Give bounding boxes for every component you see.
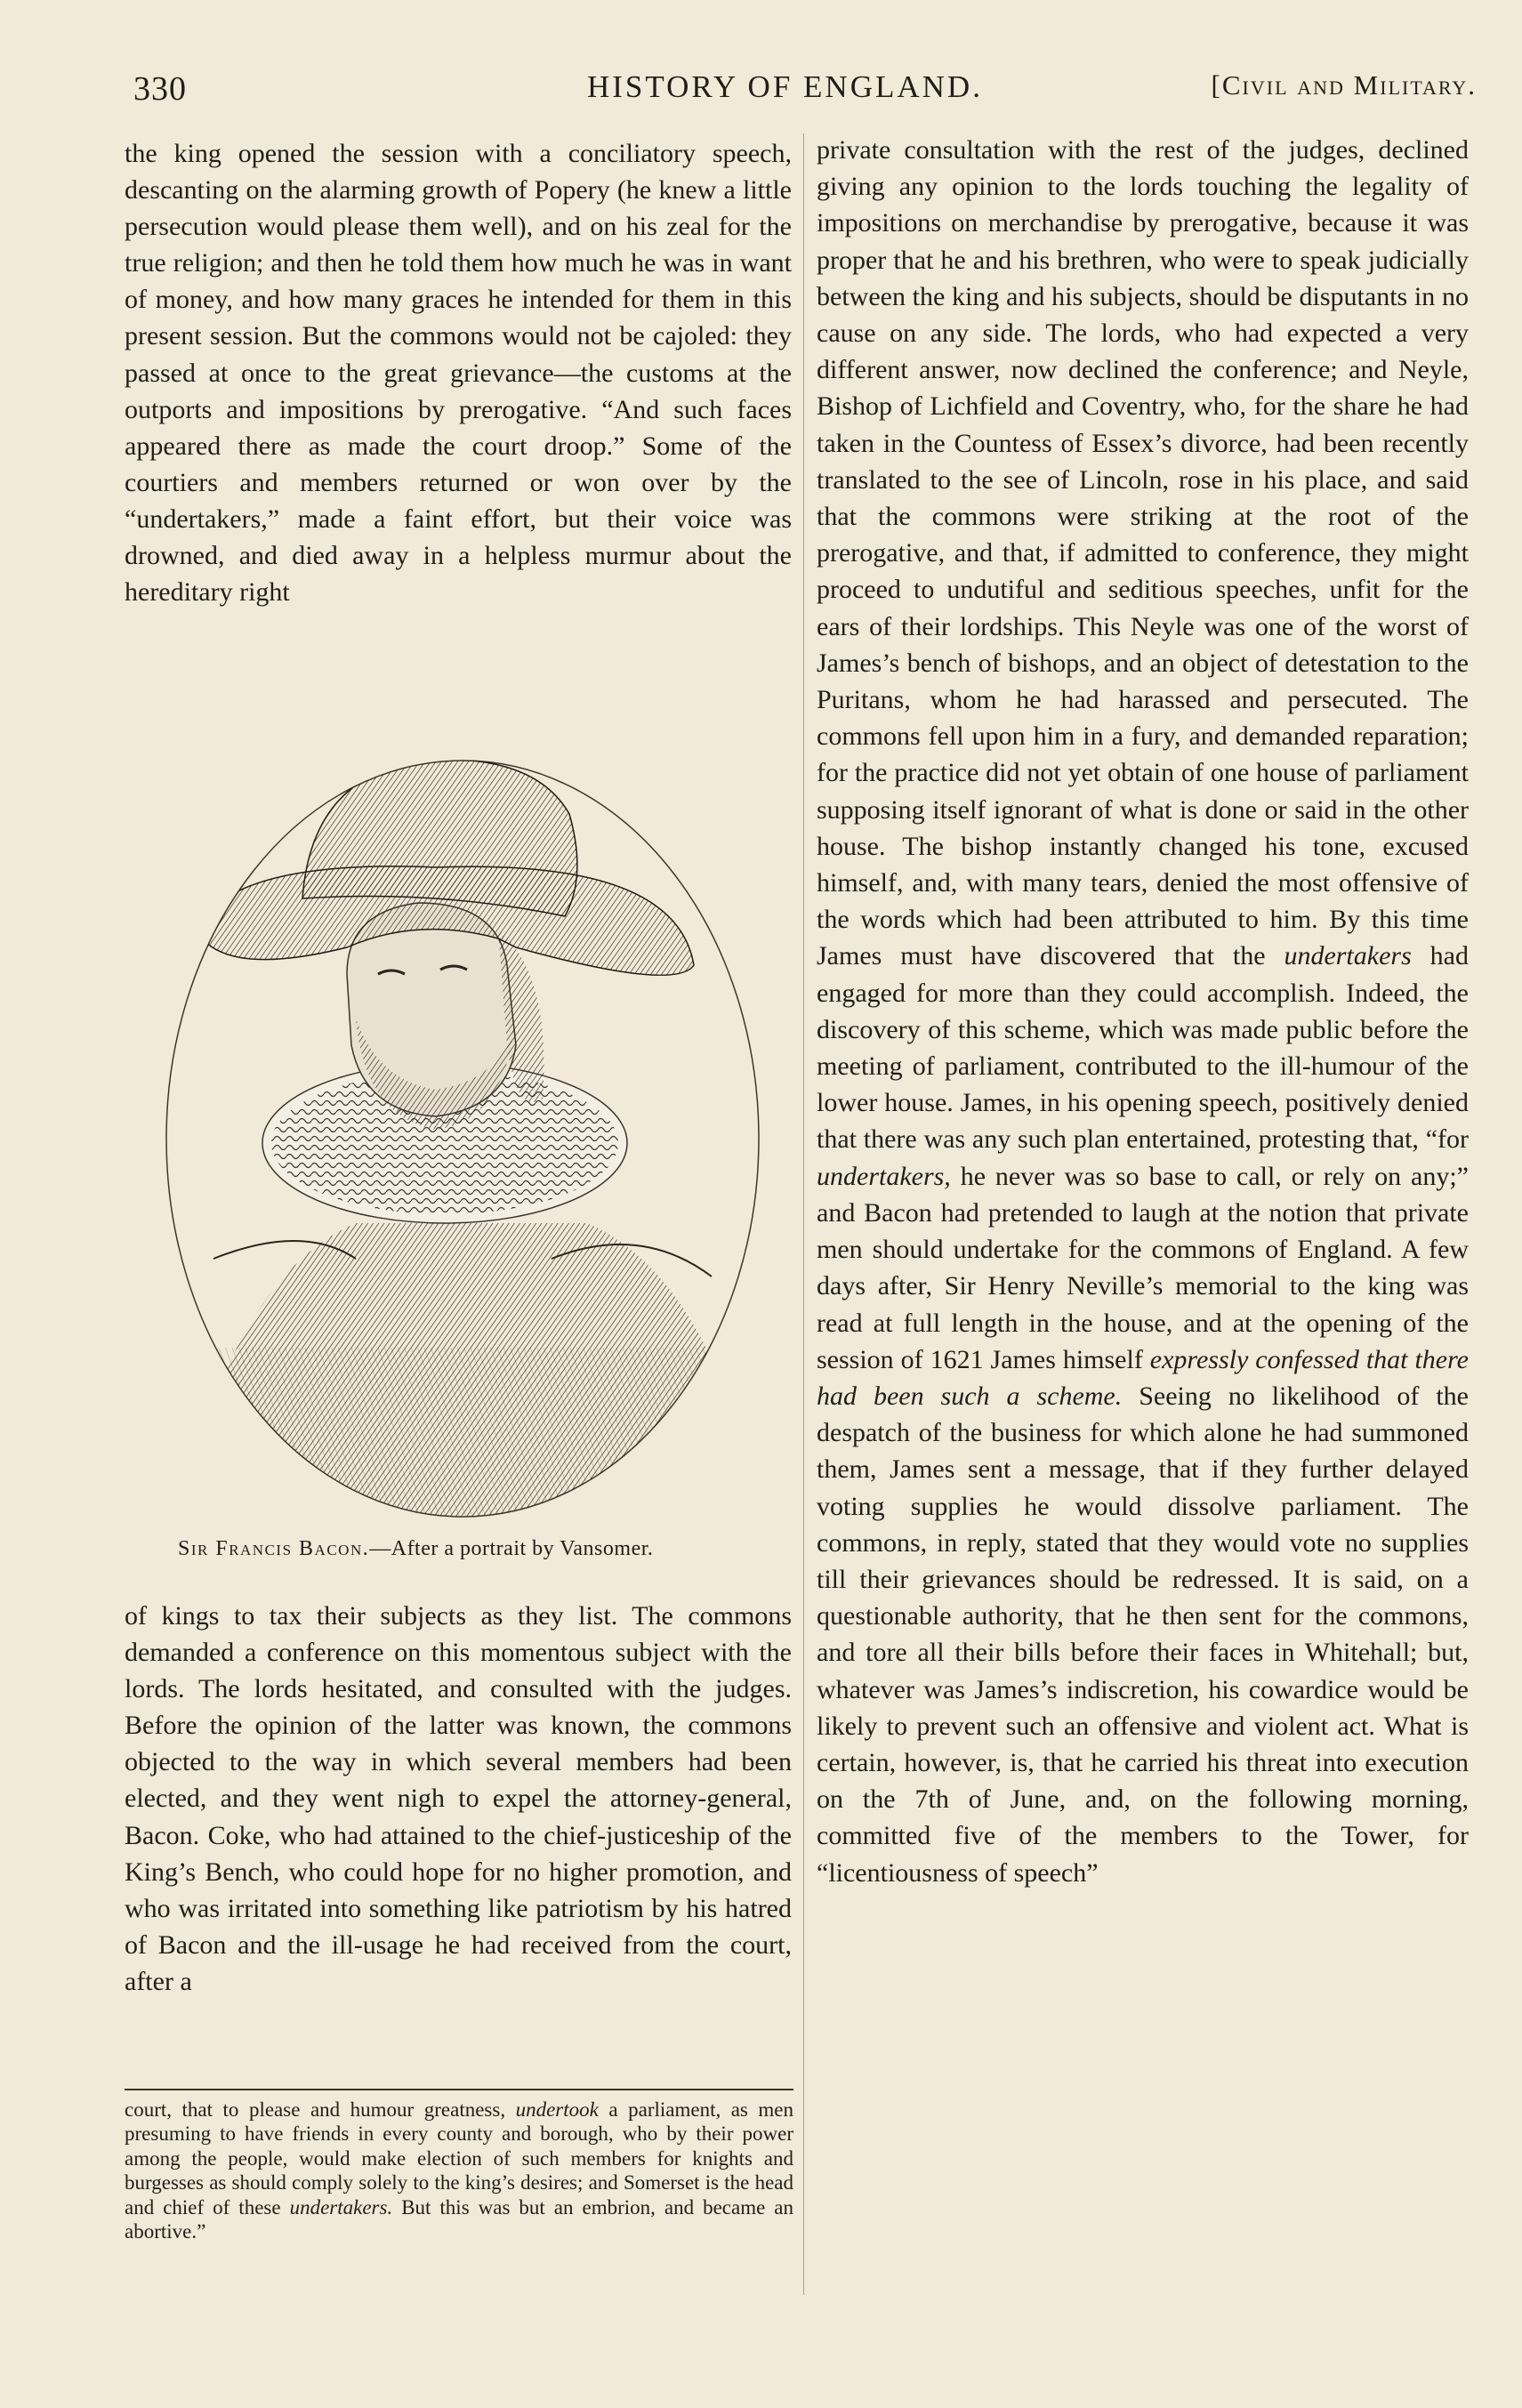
hat-crown (302, 760, 577, 916)
caption-name: Sir Francis Bacon. (178, 1537, 370, 1560)
right-text-segment: he never was so base to call, or rely on any;” and Bacon had pretended to laugh at the notion that private men should undertake for the commons of England. A few days after, Sir Henry Neville’s memorial to the king was read at full length in the house, and at the opening of the session of 1621 James himself (817, 1161, 1469, 1374)
footnote-part: But this was but an embrion, and became an abortive.” (125, 2195, 794, 2243)
caption-text: —After a portrait by Vansomer. (369, 1537, 654, 1560)
footnote-text (125, 2098, 793, 2243)
page-number: 330 (133, 70, 187, 108)
footnote-italic: undertakers. (289, 2195, 393, 2219)
left-column-bottom (125, 1598, 792, 2000)
right-paragraph (817, 132, 1469, 1891)
right-column (817, 132, 1469, 1891)
section-label: [Civil and Military. (1211, 69, 1477, 101)
column-divider (803, 133, 804, 2295)
footnote-rule (125, 2089, 793, 2090)
footnote-italic: undertook (515, 2098, 599, 2121)
figure-caption (178, 1537, 792, 1561)
portrait-figure (125, 725, 792, 1526)
footnote-part: court, that to please and humour greatness, (125, 2098, 516, 2121)
left-paragraph-2: of kings to tax their subjects as they list. The commons demanded a conference on this momentous subject with the lords. The lords hesitated, and consulted with the judges. Before the opinion of the latter was known, the commons objected to the way in which several members had been elected, and they went nigh to expel the attorney-general, Bacon. Coke, who had attained to the chief-justiceship of the King’s Bench, who could hope for no higher promotion, and who was irritated into something like patriotism by his hatred of Bacon and the ill-usage he had received from the court, after a (125, 1601, 792, 1996)
right-text-segment: Seeing no likelihood of the despatch of the business for which alone he had summoned them, James sent a message, that if they further delayed voting supplies he would dissolve parliament. The commons, in reply, stated that they would vote no supplies till their grievances should be redressed. It is said, on a questionable authority, that he then sent for the commons, and tore all their bills before their faces in Whitehall; but, whatever was James’s indiscretion, his cowardice would be likely to prevent such an offensive and violent act. What is certain, however, is, that he carried his threat into execution on the 7th of June, and, on the following morning, committed five of the members to the Tower, for “licentiousness of speech” (817, 1381, 1469, 1888)
right-italic: expressly confessed that there had been such a scheme. (817, 1344, 1469, 1411)
right-text-segment: private consultation with the rest of the judges, declined giving any opinion to the lords touching the legality of impositions on merchandise by prerogative, because it was proper that he and his brethren, who were to speak judicially between the king and his subjects, should be disputants in no cause on any side. The lords, who had expected a very different answer, now declined the conference; and Neyle, Bishop of Lichfield and Coventry, who, for the share he had taken in the Countess of Essex’s divorce, had been recently translated to the see of Lincoln, rose in his place, and said that the commons were striking at the root of the prerogative, and that, if admitted to conference, they might proceed to undutiful and seditious speeches, unfit for the ears of their lordships. This Neyle was one of the worst of James’s bench of bishops, and an object of detestation to the Puritans, whom he had harassed and persecuted. The commons fell upon him in a fury, and demanded reparation; for the practice did not yet obtain of one house of parliament supposing itself ignorant of what is done or said in the other house. The bishop instantly changed his tone, excused himself, and, with many tears, denied the most offensive of the words which had been attributed to him. By this time James must have discovered that the (817, 135, 1469, 971)
page-header (133, 69, 1477, 114)
footnote (125, 2098, 793, 2243)
left-paragraph-1: the king opened the session with a conciliatory speech, descanting on the alarming growth of Popery (he knew a little persecution would please them well), and on his zeal for the true religion; and then he told them how much he was in want of money, and how many graces he intended for them in this present session. But the commons would not be cajoled: they passed at once to the great grievance—the customs at the outports and impositions by prerogative. “And such faces appeared there as made the court droop.” Some of the courtiers and members returned or won over by the “undertakers,” made a faint effort, but their voice was drowned, and died away in a helpless murmur about the hereditary right (125, 139, 792, 608)
right-italic: undertakers, (817, 1161, 951, 1191)
right-italic: undertakers (1284, 941, 1412, 971)
left-column-top (125, 135, 792, 610)
right-text-segment: had engaged for more than they could accomplish. Indeed, the discovery of this scheme, which was made public before the meeting of parliament, contributed to the ill-humour of the lower house. James, in his opening speech, positively denied that there was any such plan entertained, protesting that, “for (817, 941, 1469, 1155)
running-title: HISTORY OF ENGLAND. (587, 69, 983, 104)
portrait-engraving (125, 725, 792, 1526)
footnote-part: a parliament, as men presuming to have friends in every county and borough, who by their power among the people, would make election of such members for knights and burgesses as should comply solely to the king’s desires; and Somerset is the head and chief of these (125, 2098, 794, 2219)
